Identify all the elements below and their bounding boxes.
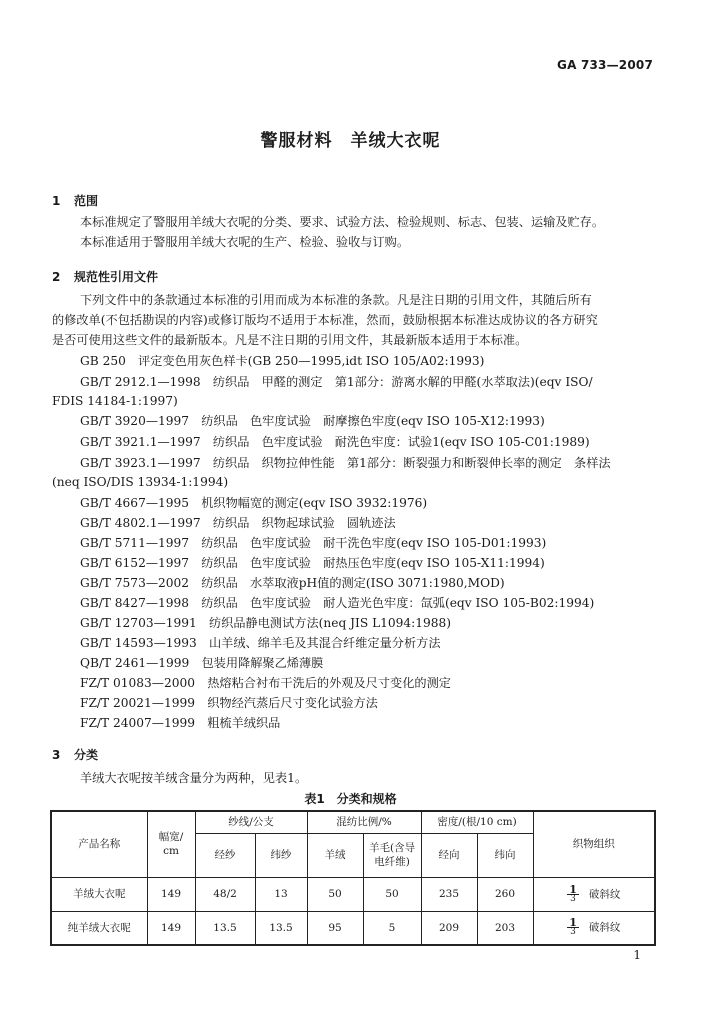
section-2-intro-line-2: 的修改单(不包括勘误的内容)或修订版均不适用于本标准，然而，鼓励根据本标准达成协议的各方研究	[52, 313, 598, 327]
cell-cashmere: 95	[307, 911, 363, 945]
cell-weave	[533, 877, 655, 911]
reference-item: FZ/T 01083—2000 热熔粘合衬布干洗后的外观及尺寸变化的测定	[80, 676, 451, 690]
cell-warp-yarn: 48/2	[195, 877, 255, 911]
section-2-intro-line-1: 下列文件中的条款通过本标准的引用而成为本标准的条款。凡是注日期的引用文件，其随后所有	[80, 293, 592, 307]
header-wool-line-1: 羊毛(含导	[368, 842, 416, 854]
reference-item: FZ/T 24007—1999 粗梳羊绒织品	[80, 716, 281, 730]
reference-item: GB/T 3920—1997 纺织品 色牢度试验 耐摩擦色牢度(eqv ISO 105-X12:1993)	[80, 414, 545, 428]
header-yarn: 纱线/公支	[195, 811, 307, 833]
cell-width: 149	[147, 911, 195, 945]
cell-wool: 50	[363, 877, 421, 911]
section-1-title: 范围	[74, 194, 99, 208]
cell-warp-yarn: 13.5	[195, 911, 255, 945]
section-1-heading	[52, 192, 98, 209]
header-warp-yarn: 经纱	[195, 833, 255, 877]
reference-item: GB/T 7573—2002 纺织品 水萃取液pH值的测定(ISO 3071:1980,MOD)	[80, 576, 505, 590]
section-3-heading	[52, 746, 98, 763]
reference-item: GB 250 评定变色用灰色样卡(GB 250—1995,idt ISO 105/A02:1993)	[80, 354, 485, 368]
cell-warp-density: 235	[421, 877, 477, 911]
header-wool	[363, 833, 421, 877]
reference-item: GB/T 12703—1991 纺织品静电测试方法(neq JIS L1094:1988)	[80, 616, 452, 630]
reference-item: GB/T 14593—1993 山羊绒、绵羊毛及其混合纤维定量分析方法	[80, 636, 441, 650]
weave-fraction-denominator: 3	[570, 927, 576, 938]
cell-cashmere: 50	[307, 877, 363, 911]
weave-fraction-denominator: 3	[570, 893, 576, 904]
reference-item: GB/T 4802.1—1997 纺织品 织物起球试验 圆轨迹法	[80, 516, 396, 530]
header-weave: 织物组织	[533, 811, 655, 877]
weave-fraction-numerator: 1	[569, 916, 577, 930]
header-width	[147, 811, 195, 877]
reference-item: FZ/T 20021—1999 织物经汽蒸后尺寸变化试验方法	[80, 696, 378, 710]
cell-weft-density: 203	[477, 911, 533, 945]
section-3-paragraph: 羊绒大衣呢按羊绒含量分为两种，见表1。	[80, 771, 308, 785]
standard-number: GA 733—2007	[557, 58, 653, 72]
table-header-row-1	[51, 811, 655, 833]
header-wool-line-2: 电纤维)	[374, 856, 410, 868]
document-title: 警服材料 羊绒大衣呢	[260, 131, 441, 151]
cell-weft-density: 260	[477, 877, 533, 911]
section-2-heading	[52, 268, 158, 285]
cell-name: 羊绒大衣呢	[51, 877, 147, 911]
section-2-number: 2	[52, 270, 61, 284]
section-2-title: 规范性引用文件	[74, 270, 159, 284]
header-weft-density: 纬向	[477, 833, 533, 877]
header-width-label: 幅宽/	[158, 831, 184, 844]
header-product: 产品名称	[51, 811, 147, 877]
section-1-number: 1	[52, 194, 61, 208]
reference-item-continuation: (neq ISO/DIS 13934-1:1994)	[52, 475, 229, 489]
table-caption: 表1 分类和规格	[304, 792, 397, 806]
reference-item-continuation: FDIS 14184-1:1997)	[52, 394, 178, 408]
header-blend: 混纺比例/%	[307, 811, 421, 833]
cell-wool: 5	[363, 911, 421, 945]
cell-weft-yarn: 13.5	[255, 911, 307, 945]
table-row	[51, 877, 655, 911]
section-1-paragraph-1: 本标准规定了警服用羊绒大衣呢的分类、要求、试验方法、检验规则、标志、包装、运输及贮存。	[80, 215, 605, 229]
section-1-paragraph-2: 本标准适用于警服用羊绒大衣呢的生产、检验、验收与订购。	[80, 235, 410, 249]
reference-item: GB/T 8427—1998 纺织品 色牢度试验 耐人造光色牢度：氙弧(eqv ISO 105-B02:1994)	[80, 596, 595, 610]
cell-warp-density: 209	[421, 911, 477, 945]
table-row	[51, 911, 655, 945]
page-number: 1	[633, 948, 641, 962]
weave-fraction-numerator: 1	[569, 882, 577, 896]
reference-item: GB/T 4667—1995 机织物幅宽的测定(eqv ISO 3932:1976)	[80, 496, 428, 510]
weave-fraction	[567, 882, 579, 904]
cell-width: 149	[147, 877, 195, 911]
header-cashmere: 羊绒	[307, 833, 363, 877]
section-2-intro-line-3: 是否可使用这些文件的最新版本。凡是不注日期的引用文件，其最新版本适用于本标准。	[52, 333, 528, 347]
spec-table	[50, 810, 656, 946]
weave-name: 破斜纹	[588, 888, 621, 900]
header-warp-density: 经向	[421, 833, 477, 877]
weave-fraction	[567, 918, 579, 937]
reference-item: GB/T 3921.1—1997 纺织品 色牢度试验 耐洗色牢度：试验1(eqv ISO 105-C01:1989)	[80, 435, 590, 449]
reference-item: QB/T 2461—1999 包装用降解聚乙烯薄膜	[80, 656, 324, 670]
cell-weave	[533, 911, 655, 945]
reference-item: GB/T 5711—1997 纺织品 色牢度试验 耐干洗色牢度(eqv ISO 105-D01:1993)	[80, 536, 547, 550]
header-width-unit: cm	[163, 845, 179, 858]
cell-weft-yarn: 13	[255, 877, 307, 911]
header-weft-yarn: 纬纱	[255, 833, 307, 877]
header-density: 密度/(根/10 cm)	[421, 811, 533, 833]
weave-name: 破斜纹	[588, 921, 621, 934]
reference-item: GB/T 3923.1—1997 纺织品 织物拉伸性能 第1部分：断裂强力和断裂伸长率的测定 条样法	[80, 456, 611, 470]
section-3-title: 分类	[74, 748, 99, 762]
cell-name: 纯羊绒大衣呢	[51, 911, 147, 945]
reference-item: GB/T 2912.1—1998 纺织品 甲醛的测定 第1部分：游离水解的甲醛(水萃取法)(eqv ISO/	[80, 375, 593, 389]
section-3-number: 3	[52, 748, 61, 762]
reference-item: GB/T 6152—1997 纺织品 色牢度试验 耐热压色牢度(eqv ISO 105-X11:1994)	[80, 556, 545, 570]
